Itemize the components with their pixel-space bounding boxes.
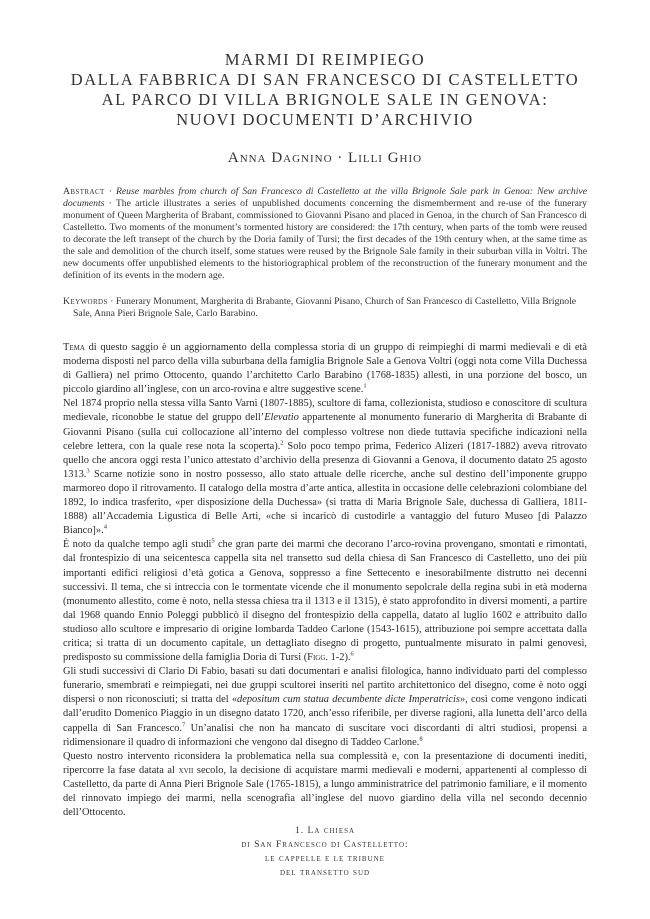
- paragraph-3-text-a: È noto da qualche tempo agli studi: [63, 539, 212, 551]
- footnote-ref-5: 5: [211, 537, 215, 545]
- paragraph-2-text-c: Solo poco tempo prima, Federico Alizeri (1817-1882) aveva ritrovato quello che ancora oggi resta l’unico attestato d’archivio della presenza di Giovanni a Genova, il documento datato 25 agosto 1313.: [63, 440, 587, 480]
- paragraph-3: [63, 538, 587, 665]
- section-heading: [150, 824, 500, 880]
- paragraph-3-text-c: ).: [344, 652, 351, 664]
- paragraph-4-text-c: Un’analisi che non ha mancato di suscitare voci discordanti di altri studiosi, propensi a ridimensionare il quadro di informazioni che vengono dal disegno di Taddeo Carlone.: [63, 722, 587, 748]
- paragraph-2-text-d: Scarne notizie sono in nostro possesso, allo stato attuale delle ricerche, anche sul destino dell’imponente gruppo marmoreo dopo il ritrovamento. Il catalogo della mostra d’arte antica, allestita in occasione delle celebrazioni colombiane del 1892, lo indica trasferito, «per disposizione della Duchessa» (si tratta di Maria Brignole Sale, duchessa di Galliera, 1811-1888) all’Accademia Ligustica di Belle Arti, «che si incaricò di custodirle a vantaggio del futuro Museo [di Palazzo Bianco]».: [63, 468, 587, 537]
- century-numeral: xvii: [178, 764, 194, 776]
- title-line-3: AL PARCO DI VILLA BRIGNOLE SALE IN GENOVA:: [101, 90, 549, 109]
- paragraph-4-text-b: », così come vengono indicati dall’erudito Domenico Piaggio in un disegno datato 1720, anch’esso riferibile, per diverse ragioni, alla lunetta dell’arco della cappella di San Francesco.: [63, 694, 587, 734]
- paragraph-2-text-a: Nel 1874 proprio nella stessa villa Santo Varni (1807-1885), scultore di fama, collezionista, studioso e conoscitore di scultura medievale, riconobbe le statue del gruppo dell’: [63, 398, 587, 424]
- paragraph-2: [63, 397, 587, 538]
- keywords-label: Keywords: [63, 296, 108, 307]
- paragraph-5-text-b: secolo, la decisione di acquistare marmi medievali e moderni, appartenenti al complesso di Castelletto, da parte di Anna Pieri Brignole Sale (1765-1815), a lungo amministratrice del patrimonio familiare, e il momento del rinnovato impiego dei marmi, nella scenografia all’inglese del nuovo giardino della villa nel secondo decennio dell’Ottocento.: [63, 764, 587, 819]
- paragraph-1-lead: Tema: [63, 342, 85, 353]
- paragraph-1: [63, 341, 587, 397]
- paragraph-4-text-a: Gli studi successivi di Clario Di Fabio, basati su dati documentari e analisi filologica, hanno individuato parti del complesso funerario, smembrati e reimpiegati, nei due gruppi scultorei inseriti nel partito architettonico del disegno, come è noto oggi dispersi o non riconosciuti; si tratta del «: [63, 666, 587, 706]
- paragraph-5: [63, 750, 587, 820]
- footnote-ref-3: 3: [86, 467, 90, 475]
- section-heading-line-1: 1. La chiesa: [294, 825, 356, 836]
- abstract-label: Abstract: [63, 186, 105, 197]
- title-line-1: MARMI DI REIMPIEGO: [224, 50, 426, 69]
- section-heading-line-3: le cappelle e le tribune: [265, 853, 385, 864]
- title-line-4: NUOVI DOCUMENTI D’ARCHIVIO: [176, 110, 474, 129]
- article-authors: Anna Dagnino · Lilli Ghio: [227, 150, 423, 166]
- abstract-block: [63, 186, 587, 282]
- keywords-separator: ·: [107, 296, 116, 307]
- paragraph-2-italic: Elevatio: [264, 412, 299, 424]
- keywords-line-2: Sale, Anna Pieri Brignole Sale, Carlo Barabino.: [73, 308, 258, 319]
- abstract-separator: ·: [104, 186, 116, 197]
- paragraph-4: [63, 665, 587, 750]
- footnote-ref-1: 1: [363, 382, 367, 390]
- abstract-title: Reuse marbles from church of San Francesco di Castelletto at the villa Brignole Sale park in Genoa: New archive documents: [63, 186, 587, 209]
- paragraph-3-text-b: che gran parte dei marmi che decorano l’arco-rovina provengano, smontati e rimontati, dal frontespizio di una seicentesca cappella sita nel transetto sud della chiesa di San Francesco di Castelletto, uno dei più importanti edifici religiosi d’età gotica a Genova, soppresso a fine Settecento e inesorabilmente distrutto nei decenni successivi. Il tema, che si intreccia con le tormentate vicende che il monumento sepolcrale della regina subì in età moderna (monumento allestito, come è noto, nella stessa chiesa tra il 1313 e il 1315), è stato approfondito in diversi momenti, a partire dal 1968 quando Ennio Poleggi pubblicò il disegno del frontespizio della cappella, datato al luglio 1602 e attribuito dallo studioso allo scultore e impresario di origine lombarda Taddeo Carlone (1543-1615), attribuzione poi sempre accettata dalla critica; si tratta di un documento capitale, un dettagliato disegno di progetto, puntualmente misurato in palmi genovesi, predisposto su commissione della famiglia Doria di Tursi (: [63, 539, 587, 664]
- abstract-text: · The article illustrates a series of unpublished documents concerning the dismemberment and re-use of the funerary monument of Queen Margherita of Brabant, commissioned to Giovanni Pisano and placed in Genoa, in the church of San Francesco di Castelletto. Two moments of the monument’s tormented history are considered: the 17th century, when parts of the tomb were reused to decorate the left transept of the church by the Doria family of Tursi; the first decades of the 19th century when, at the same time as the sale and demolition of the church itself, some statues were reused by the Brignole Sale family in their suburban villa in Voltri. The new documents offer unpublished elements to the historiographical problem of the reconstruction of the funerary monument and the definition of its events in the modern age.: [63, 198, 587, 281]
- section-heading-line-2: di San Francesco di Castelletto:: [241, 839, 409, 850]
- section-heading-line-4: del transetto sud: [279, 867, 371, 878]
- paragraph-4-italic: depositum cum statua decumbente dicte Imperatricis: [237, 694, 460, 706]
- keywords-line-1: Funerary Monument, Margherita di Brabante, Giovanni Pisano, Church of San Francesco di Castelletto, Villa Brignole: [115, 296, 577, 307]
- figure-reference: Figg. 1-2: [307, 652, 345, 664]
- footnote-ref-6: 6: [350, 650, 354, 658]
- footnote-ref-2: 2: [280, 439, 284, 447]
- paragraph-5-text-a: Questo nostro intervento riconsidera la problematica nella sua complessità e, con la presentazione di documenti inediti, ripercorre la fase datata al: [63, 750, 587, 776]
- title-line-2: DALLA FABBRICA DI SAN FRANCESCO DI CASTELLETTO: [70, 70, 580, 89]
- footnote-ref-8: 8: [419, 735, 423, 743]
- article-title: [40, 50, 610, 130]
- article-body: [63, 341, 587, 820]
- footnote-ref-4: 4: [103, 523, 107, 531]
- paragraph-2-text-b: appartenente al monumento funerario di Margherita di Brabante di Giovanni Pisano (sulla cui collocazione all’interno del complesso voltrese non diede tuttavia specifiche indicazioni nella celebre lettera, con la quale rese nota la scoperta).: [63, 412, 588, 452]
- keywords-block: [63, 296, 587, 320]
- footnote-ref-7: 7: [182, 721, 186, 729]
- paragraph-1-text: di questo saggio è un aggiornamento della complessa storia di un gruppo di reimpieghi di marmi medievali e di età moderna disposti nel parco della villa suburbana della famiglia Brignole Sale a Genova Voltri (oggi nota come Villa Duchessa di Galliera) nel primo Ottocento, quando l’architetto Carlo Barabino (1768-1835) allestì, in una porzione del bosco, un piccolo giardino all’inglese, con un arco-rovina e altre suggestive scene.: [63, 342, 587, 396]
